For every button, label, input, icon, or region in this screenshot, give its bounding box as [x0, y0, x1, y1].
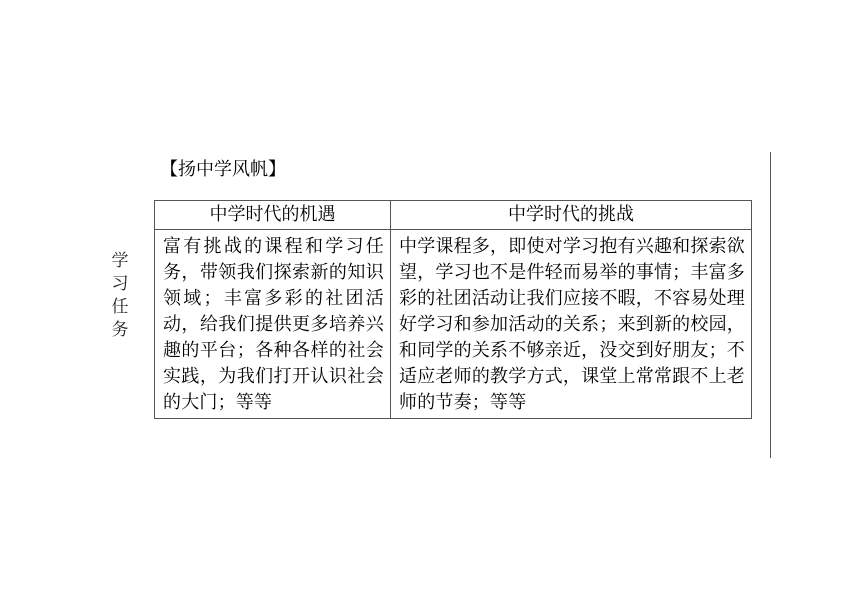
- section-title: 【扬中学风帆】: [160, 159, 286, 180]
- cell-challenges: 中学课程多，即使对学习抱有兴趣和探索欲望，学习也不是件轻而易举的事情；丰富多彩的社团活动让我们应接不暇，不容易处理好学习和参加活动的关系；来到新的校园，和同学的关系不够亲近，没交到好朋友；不适应老师的教学方式，课堂上常常跟不上老师的节奏；等等: [391, 230, 752, 419]
- side-label-char: 务: [111, 320, 129, 340]
- cell-opportunities: 富有挑战的课程和学习任务，带领我们探索新的知识领域；丰富多彩的社团活动，给我们提供更多培养兴趣的平台；各种各样的社会实践，为我们打开认识社会的大门；等等: [155, 230, 391, 419]
- right-divider-line: [770, 152, 771, 458]
- table-row: [155, 230, 752, 419]
- header-opportunities: 中学时代的机遇: [155, 201, 391, 230]
- side-label-char: 习: [111, 274, 129, 294]
- opportunities-challenges-table: [154, 200, 752, 419]
- side-label-char: 学: [111, 251, 129, 271]
- table-header-row: [155, 201, 752, 230]
- header-challenges: 中学时代的挑战: [391, 201, 752, 230]
- side-label-char: 任: [111, 297, 129, 317]
- side-label-learning-task: [110, 250, 130, 342]
